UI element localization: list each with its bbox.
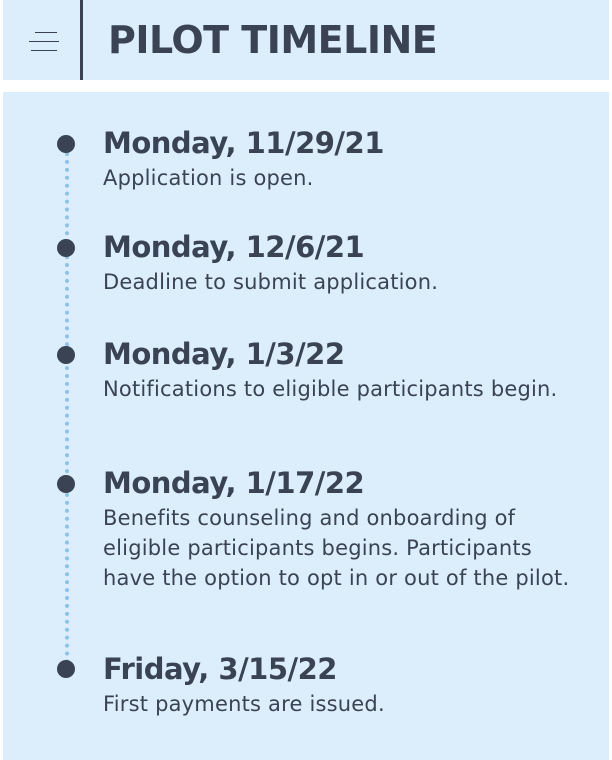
event-date: Monday, 1/17/22	[103, 466, 365, 500]
event-date: Monday, 12/6/21	[103, 230, 365, 264]
event-description: Notifications to eligible participants begin.	[103, 377, 558, 401]
menu-icon-line	[35, 32, 57, 33]
timeline-dot	[57, 239, 75, 257]
event-description: Application is open.	[103, 166, 314, 190]
menu-icon-line	[31, 50, 57, 51]
header-bar	[3, 0, 609, 80]
event-description: First payments are issued.	[103, 692, 385, 716]
timeline-dot	[57, 135, 75, 153]
timeline-dot	[57, 346, 75, 364]
event-date: Monday, 11/29/21	[103, 126, 384, 160]
header-divider	[80, 0, 83, 80]
timeline-dot	[57, 660, 75, 678]
event-date: Monday, 1/3/22	[103, 337, 345, 371]
event-description: Benefits counseling and onboarding of eligible participants begins. Participants have the option to opt in or out of the pilot.	[103, 506, 570, 590]
menu-icon-line	[29, 41, 59, 42]
menu-icon[interactable]	[29, 32, 61, 52]
timeline-dot	[57, 475, 75, 493]
event-date: Friday, 3/15/22	[103, 652, 337, 686]
event-description: Deadline to submit application.	[103, 270, 439, 294]
page-title: PILOT TIMELINE	[108, 18, 438, 62]
timeline-line	[65, 152, 69, 672]
